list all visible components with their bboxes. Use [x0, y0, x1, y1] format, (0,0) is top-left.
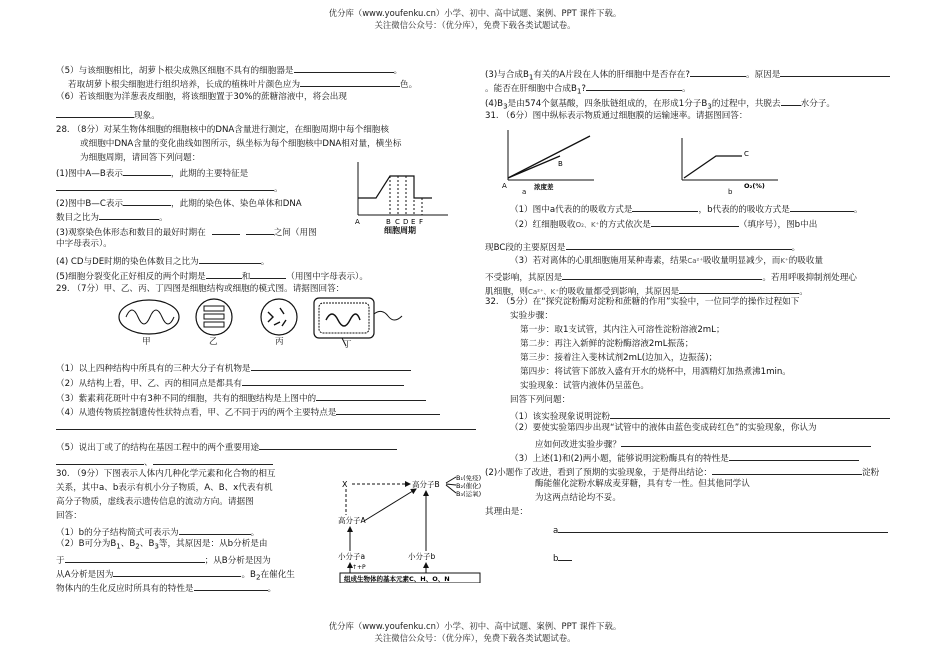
q32-reason-b: b	[553, 551, 572, 565]
bacterium-shape	[314, 298, 374, 338]
nucleus-shape	[261, 299, 297, 335]
label-c: C	[744, 150, 749, 158]
q28-3-cont: 中字母表示）。	[56, 239, 112, 249]
graph-a-caption: a	[522, 188, 527, 196]
q29-5: （5）说出丁或了的结构在基因工程中的两个重要用途	[56, 440, 397, 454]
q32-2a: （2）要使实验第四步出现“试管中的液体由蓝色变成砖红色”的实验现象，你认为	[510, 423, 817, 433]
nucleus-chromatin	[268, 308, 286, 326]
q32-step1: 第一步：取1支试管，其内注入可溶性淀粉溶液2mL；	[520, 325, 725, 335]
biomolecule-relation-diagram	[336, 475, 484, 583]
q31-3a: （3）若对离体的心肌细胞施用某种毒素，结果Ca²⁺吸收量明显减少，而K⁺的吸收量	[510, 256, 824, 266]
q30-2b: 于 ；从B分析是因为	[56, 553, 271, 567]
q29-stem: 29. （7分）甲、乙、丙、丁四图是细胞结构或细胞的模式图。请据图回答：	[56, 284, 345, 294]
q28-2-cont: 数目之比为 。	[56, 210, 168, 224]
q28-2: (2)图中B—C表示 ，此期的染色体、染色单体和DNA	[56, 196, 302, 210]
q29-4: （4）从遗传物质控制遗传性状特点看，甲、乙不同于丙的两个主要特点是	[56, 405, 440, 419]
graph-b-caption: b	[728, 188, 733, 196]
fig29-label-ding: 丁	[343, 340, 352, 350]
line-a	[508, 136, 590, 178]
label-origin-a: A	[502, 182, 507, 190]
mitochondrion-shape	[119, 300, 179, 334]
chloroplast-shape	[196, 299, 232, 335]
line-bc	[684, 156, 742, 178]
q29-1: （1）以上四种结构中所具有的三种大分子有机物是	[56, 361, 411, 375]
line-b	[508, 156, 560, 178]
page-footer-line1: 优分库（www.youfenku.cn）小学、初中、高中试题、案例、PPT 课件下载。	[328, 621, 622, 631]
q30-stem-4: 回答：	[56, 511, 82, 521]
q30-stem-2: 关系，其中a、b表示有机小分子物质，A、B、x代表有机	[56, 483, 273, 493]
fig29-label-bing: 丙	[275, 337, 284, 347]
graph-b-xlabel: O₂(%)	[744, 182, 765, 190]
q27-5b: 若取胡萝卜根尖细胞进行组织培养，长成的植株叶片颜色应为 色。	[68, 77, 417, 91]
q32-4: 其理由是：	[485, 507, 528, 517]
q27-6a: （6）若该细胞为洋葱表皮细胞，将该细胞置于30%的蔗糖溶液中，将会出现	[56, 92, 347, 102]
q32-3d: 为这两点结论均不妥。	[535, 493, 621, 503]
q32-reason-a: a	[553, 523, 888, 537]
q32-phenomenon: 实验现象：试管内液体仍呈蓝色。	[520, 381, 649, 391]
tick-letter-b: B	[386, 218, 391, 226]
q31-3b: 不受影响，其原因是 。若用呼吸抑制剂处理心	[485, 270, 857, 284]
tick-letter-a: A	[355, 218, 360, 226]
q30-2c: 从A分析是因为 。$B_2$在催化生	[56, 567, 295, 583]
q32-step3: 第三步：接着注入斐林试剂2mL(边加入，边振荡)；	[520, 353, 718, 363]
graph-x-label: 细胞周期	[384, 226, 416, 235]
q28-4: (4) CD与DE时期的染色体数目之比为 。	[56, 254, 269, 268]
q29-3: （3）紫素莉花斑叶中有3种不同的细胞，共有的细胞结构是上图中的	[56, 391, 426, 405]
fig29-label-yi: 乙	[209, 337, 218, 347]
q28-1: (1)图中A—B表示 ，此期的主要特征是	[56, 166, 248, 180]
q30-4: $(4)B_3$是由574个氨基酸，四条肽链组成的，在形成1分子$B_3$的过程中，共脱去 水分子。	[485, 96, 835, 112]
label-x: X	[342, 480, 348, 489]
flagellum	[374, 311, 402, 320]
q30-1: （1）b的分子结构简式可表示为 。	[56, 525, 259, 539]
label-big-b: 高分子B	[412, 480, 440, 489]
dna-curve	[358, 176, 432, 198]
q27-5a: （5）与该细胞相比，胡萝卜根尖成熟区细胞不具有的细胞器是 。	[56, 63, 402, 77]
q28-stem-3: 为细胞周期，请回答下列问题：	[80, 153, 201, 163]
q30-stem-1: 30. （9分）下图表示人体内几种化学元素和化合物的相互	[56, 469, 276, 479]
label-small-a: 小分子a	[338, 552, 366, 561]
q30-2a: （2）B可分为$B_1$、$B_2$、$B_3$等，其原因是：从b分析是由	[56, 539, 268, 551]
label-b3: B₃(运氧)	[456, 490, 482, 498]
q32-3a: （3）上述(1)和(2)两小题，能够说明淀粉酶具有的特性是	[510, 451, 859, 465]
q32-2b: 应如何改进实验步骤？	[535, 437, 871, 451]
q28-stem-2: 或细胞中DNA含量的变化曲线如图所示，纵坐标为每个细胞核中DNA相对量，横坐标	[80, 139, 402, 149]
q32-3b: (2)小题作了改进，看到了预期的实验现象，于是得出结论： 淀粉	[485, 465, 879, 479]
label-big-a: 高分子A	[338, 516, 366, 525]
fig29-label-jia: 甲	[142, 337, 151, 347]
dna-content-graph	[352, 160, 450, 230]
q28-5: (5)细胞分裂变化正好相反的两个时期是 和 （用图中字母表示）。	[56, 269, 368, 283]
q29-4-cont	[56, 420, 476, 434]
transport-graph-a	[500, 128, 596, 194]
transport-graph-b	[676, 136, 780, 192]
tick-letter-f: F	[419, 218, 424, 226]
page-header-line1: 优分库（www.youfenku.cn）小学、初中、高中试题、案例、PPT 课件下载。	[328, 8, 622, 18]
q31-2-cont: 现BC段的主要原因是 。	[485, 240, 800, 254]
q32-steps-heading: 实验步骤：	[510, 311, 553, 321]
q31-2: （2）红细胞吸收O₂、K⁺的方式依次是 （填序号），图b中出	[510, 217, 817, 231]
label-small-b: 小分子b	[408, 552, 436, 561]
q28-3: (3)观察染色体形态和数目的最好时期在 之间（用图	[56, 225, 317, 239]
q30-stem-3: 高分子物质，虚线表示遗传信息的流动方向。请据图	[56, 497, 254, 507]
label-plus-p: ↑+P	[352, 564, 366, 571]
q28-1-cont: 。	[56, 181, 283, 195]
q32-step2: 第二步：再注入新鲜的淀粉酶溶液2mL振荡；	[520, 339, 694, 349]
label-b2: B₂(催化)	[456, 482, 482, 490]
q30-2d: 物体内的生化反应时所具有的特性是 。	[56, 581, 276, 595]
q27-6b: 现象。	[56, 108, 160, 122]
q29-5-cont: 、	[56, 455, 273, 469]
page-footer-line2: 关注微信公众号：（优分库），免费下载各类试题试卷。	[374, 633, 576, 643]
cell-structures-figure	[114, 292, 420, 350]
tick-letter-c: C	[395, 218, 400, 226]
tick-letter-e: E	[411, 218, 416, 226]
q32-3c: 酶能催化淀粉水解成麦芽糖，具有专一性。但其他同学认	[535, 479, 750, 489]
q29-2: （2）从结构上看，甲、乙、丙的相同点是都具有	[56, 376, 404, 390]
q32-step4: 第四步：将试管下部放入盛有开水的烧杯中，用酒精灯加热煮沸1min。	[520, 367, 791, 377]
q32-stem: 32. （5分）在“探究淀粉酶对淀粉和蔗糖的作用”实验中，一位同学的操作过程如下	[485, 297, 800, 307]
q28-stem-1: 28. （8分）对某生物体细胞的细胞核中的DNA含量进行测定，在细胞周期中每个细胞核	[56, 125, 389, 135]
q32-1: （1）该实验现象说明淀粉	[510, 409, 890, 423]
q31-1: （1）图中a代表的的吸收方式是 ，b代表的的吸收方式是 。	[510, 202, 862, 216]
graph-a-xlabel: 浓度差	[534, 183, 554, 191]
label-b-curve: B	[558, 160, 563, 168]
q30-3a: (3)与合成$B_1$有关的A片段在人体的肝细胞中是否存在? 。原因是	[485, 67, 890, 83]
q32-answer-heading: 回答下列问题：	[510, 395, 571, 405]
tick-letter-d: D	[403, 218, 409, 226]
page-header-line2: 关注微信公众号：（优分库），免费下载各类试题试卷。	[374, 20, 576, 30]
mitochondrion-cristae	[126, 310, 174, 324]
label-b1: B₁(免疫)	[456, 475, 482, 482]
q31-3c: 肌细胞，则Ca²⁺、K⁺的吸收量都受到影响，其原因是 。	[485, 284, 808, 298]
q30-3b: 。能否在肝细胞中合成$B_1$? 。	[485, 81, 691, 97]
label-basic-elements: 组成生物体的基本元素C、H、O、N	[344, 575, 450, 583]
q31-stem: 31. （6分）图中纵标表示物质通过细胞膜的运输速率。请据图回答：	[485, 111, 748, 121]
